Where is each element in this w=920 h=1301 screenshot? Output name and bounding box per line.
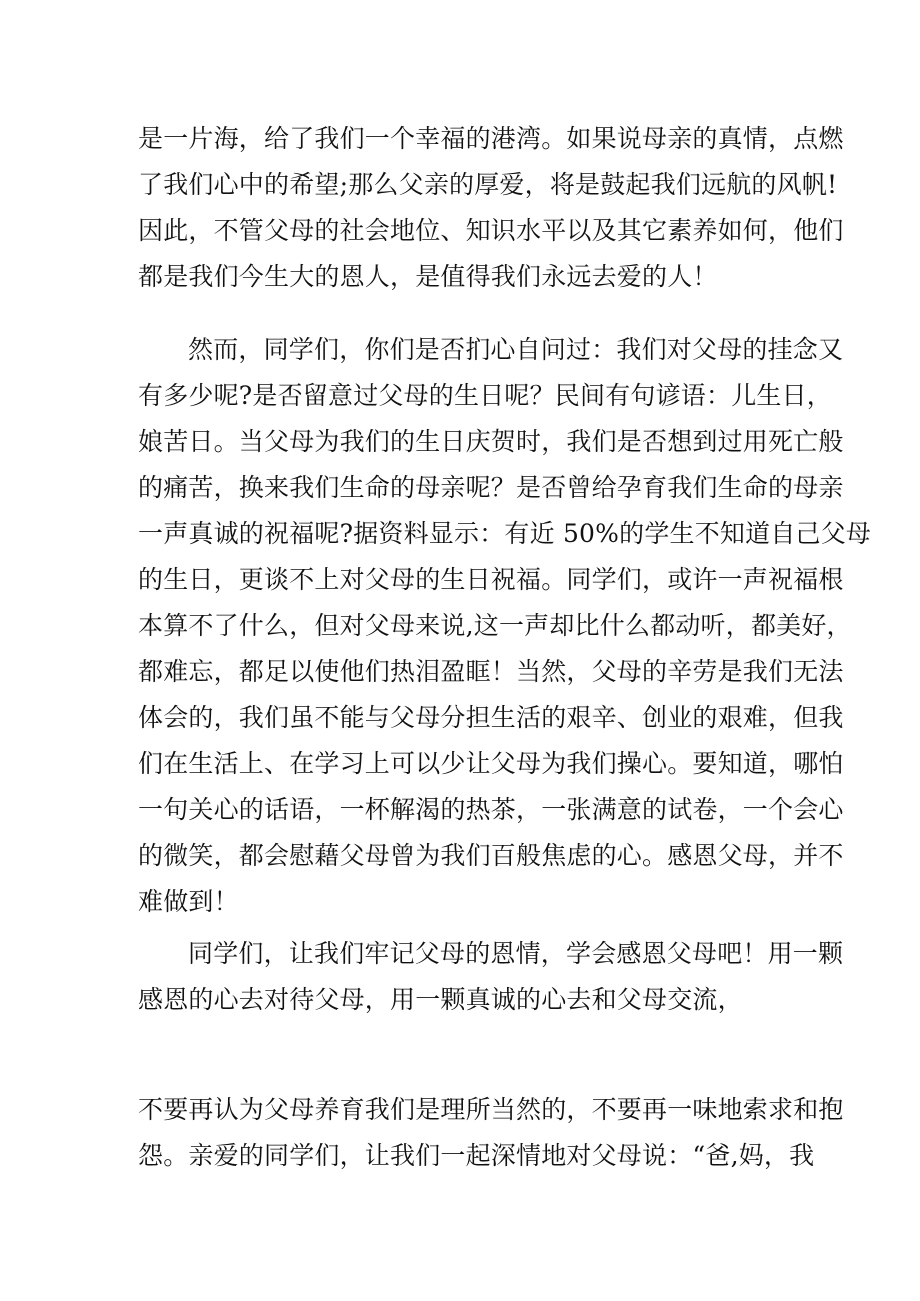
text-line: 都难忘，都足以使他们热泪盈眶！当然，父母的辛劳是我们无法 xyxy=(138,657,844,686)
text-line: 怨。亲爱的同学们，让我们一起深情地对父母说：“爸,妈，我 xyxy=(138,1141,815,1170)
text-line: 体会的，我们虽不能与父母分担生活的艰辛、创业的艰难，但我 xyxy=(138,703,844,732)
text-line: 都是我们今生大的恩人，是值得我们永远去爱的人！ xyxy=(138,262,718,291)
text-line: 不要再认为父母养育我们是理所当然的，不要再一味地索求和抱 xyxy=(138,1095,844,1124)
text-line: 难做到！ xyxy=(138,887,239,916)
text-line: 娘苦日。当父母为我们的生日庆贺时，我们是否想到过用死亡般 xyxy=(138,427,844,456)
text-line: 本算不了什么，但对父母来说,这一声却比什么都动听，都美好， xyxy=(138,611,852,640)
text-line: 有多少呢?是否留意过父母的生日呢？民间有句谚语：儿生日， xyxy=(138,381,833,410)
text-line: 的痛苦，换来我们生命的母亲呢？是否曾给孕育我们生命的母亲 xyxy=(138,473,844,502)
paragraph-2 xyxy=(138,327,872,925)
text-line: 的生日，更谈不上对父母的生日祝福。同学们，或许一声祝福根 xyxy=(138,565,844,594)
text-line: 因此，不管父母的社会地位、知识水平以及其它素养如何，他们 xyxy=(138,216,844,245)
text-line: 感恩的心去对待父母，用一颗真诚的心去和父母交流， xyxy=(138,985,743,1014)
paragraph-4 xyxy=(138,1087,844,1179)
text-line: 了我们心中的希望;那么父亲的厚爱，将是鼓起我们远航的风帆! xyxy=(138,170,838,199)
text-line: 的微笑，都会慰藉父母曾为我们百般焦虑的心。感恩父母，并不 xyxy=(138,841,844,870)
text-line: 一声真诚的祝福呢?据资料显示：有近 50%的学生不知道自己父母 xyxy=(138,519,872,548)
text-line: 然而，同学们，你们是否扪心自问过：我们对父母的挂念又 xyxy=(188,335,844,364)
text-line: 一句关心的话语，一杯解渴的热茶，一张满意的试卷，一个会心 xyxy=(138,795,844,824)
paragraph-1 xyxy=(138,116,844,300)
paragraph-3 xyxy=(138,931,844,1023)
text-line: 们在生活上、在学习上可以少让父母为我们操心。要知道，哪怕 xyxy=(138,749,844,778)
text-line: 同学们，让我们牢记父母的恩情，学会感恩父母吧！用一颗 xyxy=(188,939,844,968)
text-line: 是一片海，给了我们一个幸福的港湾。如果说母亲的真情，点燃 xyxy=(138,124,844,153)
